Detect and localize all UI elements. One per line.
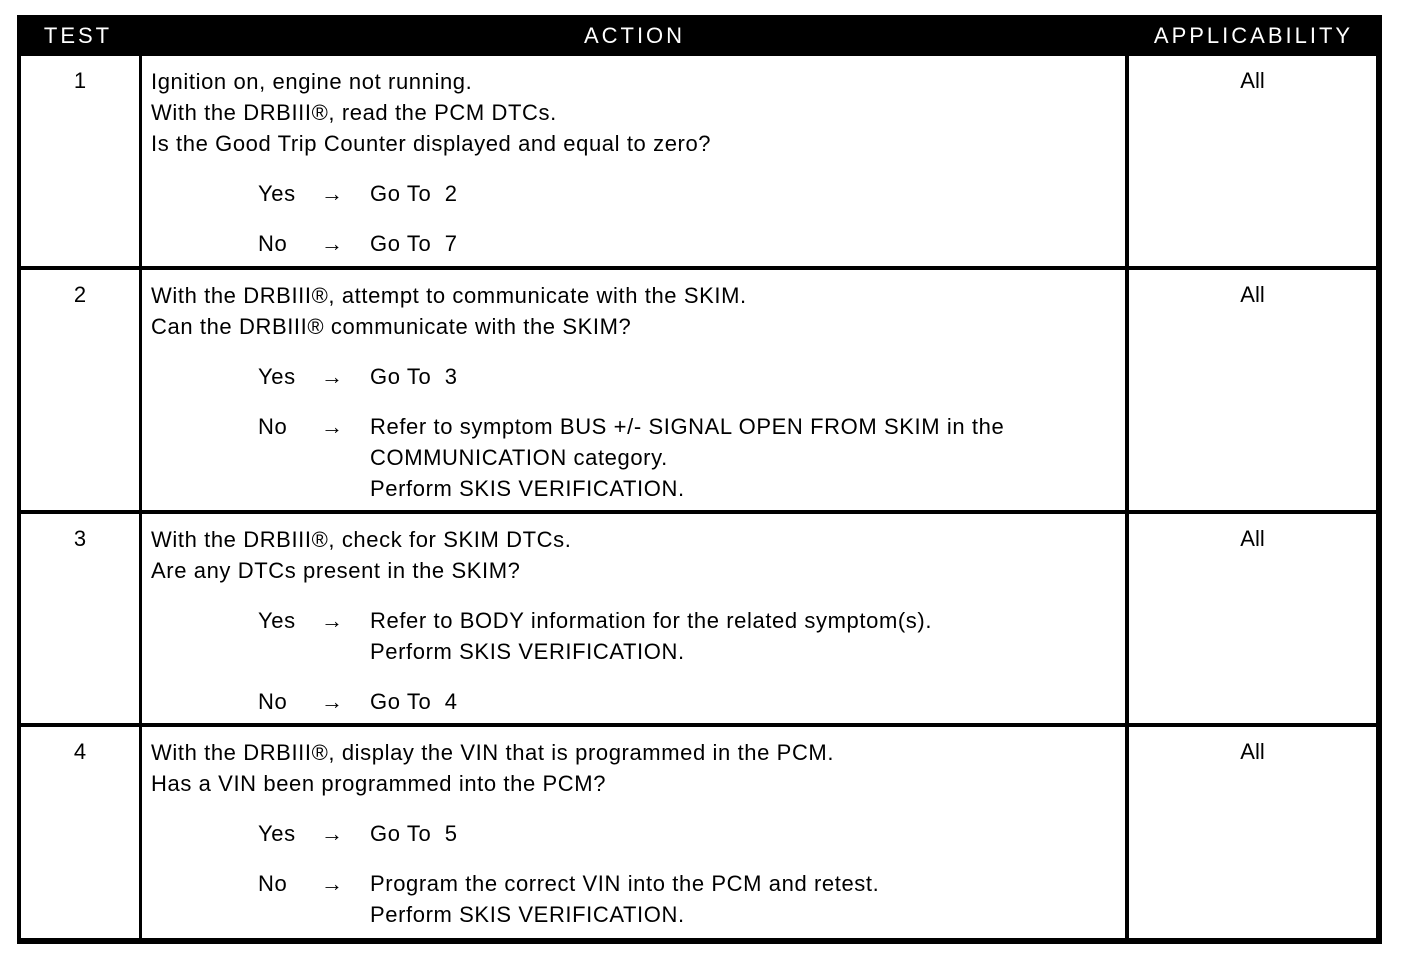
action-cell xyxy=(142,514,1125,723)
test-number: 1 xyxy=(21,56,139,266)
option-result xyxy=(370,228,458,259)
arrow-icon: → xyxy=(321,871,344,896)
option-no xyxy=(151,868,1125,930)
diagnostic-table xyxy=(17,15,1382,944)
result-line: Refer to BODY information for the related symptom(s). xyxy=(370,608,933,633)
action-text: With the DRBIII®, check for SKIM DTCs. xyxy=(151,527,572,552)
result-line: Go To 5 xyxy=(370,821,458,846)
option-label: No xyxy=(258,689,288,714)
action-text: With the DRBIII®, read the PCM DTCs. xyxy=(151,100,557,125)
result-line: Perform SKIS VERIFICATION. xyxy=(370,476,685,501)
test-number: 2 xyxy=(21,270,139,510)
option-result xyxy=(370,686,458,717)
option-result xyxy=(370,178,458,209)
arrow-icon: → xyxy=(321,689,344,714)
option-no xyxy=(151,686,1125,717)
option-label: Yes xyxy=(258,364,296,389)
header-test: TEST xyxy=(43,23,113,48)
option-label: Yes xyxy=(258,821,296,846)
action-cell xyxy=(142,727,1125,938)
option-result xyxy=(370,818,458,849)
option-no xyxy=(151,411,1125,504)
result-line: Program the correct VIN into the PCM and retest. xyxy=(370,871,880,896)
result-line: COMMUNICATION category. xyxy=(370,445,668,470)
result-line: Refer to symptom BUS +/- SIGNAL OPEN FROM SKIM in the xyxy=(370,414,1005,439)
action-text: Has a VIN been programmed into the PCM? xyxy=(151,771,607,796)
test-number: 3 xyxy=(21,514,139,723)
option-result xyxy=(370,411,1004,504)
option-yes xyxy=(151,818,1125,849)
arrow-icon: → xyxy=(321,181,344,206)
option-label: Yes xyxy=(258,181,296,206)
action-cell xyxy=(142,56,1125,266)
option-result xyxy=(370,605,932,667)
applicability-cell: All xyxy=(1129,270,1376,510)
action-text: Are any DTCs present in the SKIM? xyxy=(151,558,521,583)
result-line: Go To 2 xyxy=(370,181,458,206)
option-label: No xyxy=(258,871,288,896)
action-text: Ignition on, engine not running. xyxy=(151,69,473,94)
option-yes xyxy=(151,178,1125,209)
action-cell xyxy=(142,270,1125,510)
result-line: Perform SKIS VERIFICATION. xyxy=(370,902,685,927)
arrow-icon: → xyxy=(321,821,344,846)
option-label: No xyxy=(258,414,288,439)
arrow-icon: → xyxy=(321,364,344,389)
option-label: No xyxy=(258,231,288,256)
result-line: Go To 3 xyxy=(370,364,458,389)
applicability-cell: All xyxy=(1129,727,1376,938)
option-label: Yes xyxy=(258,608,296,633)
option-result xyxy=(370,868,879,930)
option-yes xyxy=(151,361,1125,392)
applicability-cell: All xyxy=(1129,56,1376,266)
arrow-icon: → xyxy=(321,608,344,633)
header-action: ACTION xyxy=(583,23,686,48)
result-line: Go To 7 xyxy=(370,231,458,256)
option-yes xyxy=(151,605,1125,667)
applicability-cell: All xyxy=(1129,514,1376,723)
header-applicability: APPLICABILITY xyxy=(1153,23,1354,48)
option-result xyxy=(370,361,458,392)
arrow-icon: → xyxy=(321,231,344,256)
result-line: Go To 4 xyxy=(370,689,458,714)
action-text: Is the Good Trip Counter displayed and equal to zero? xyxy=(151,131,712,156)
option-no xyxy=(151,228,1125,259)
test-number: 4 xyxy=(21,727,139,938)
action-text: With the DRBIII®, display the VIN that is programmed in the PCM. xyxy=(151,740,835,765)
arrow-icon: → xyxy=(321,414,344,439)
result-line: Perform SKIS VERIFICATION. xyxy=(370,639,685,664)
action-text: With the DRBIII®, attempt to communicate with the SKIM. xyxy=(151,283,747,308)
action-text: Can the DRBIII® communicate with the SKIM? xyxy=(151,314,632,339)
